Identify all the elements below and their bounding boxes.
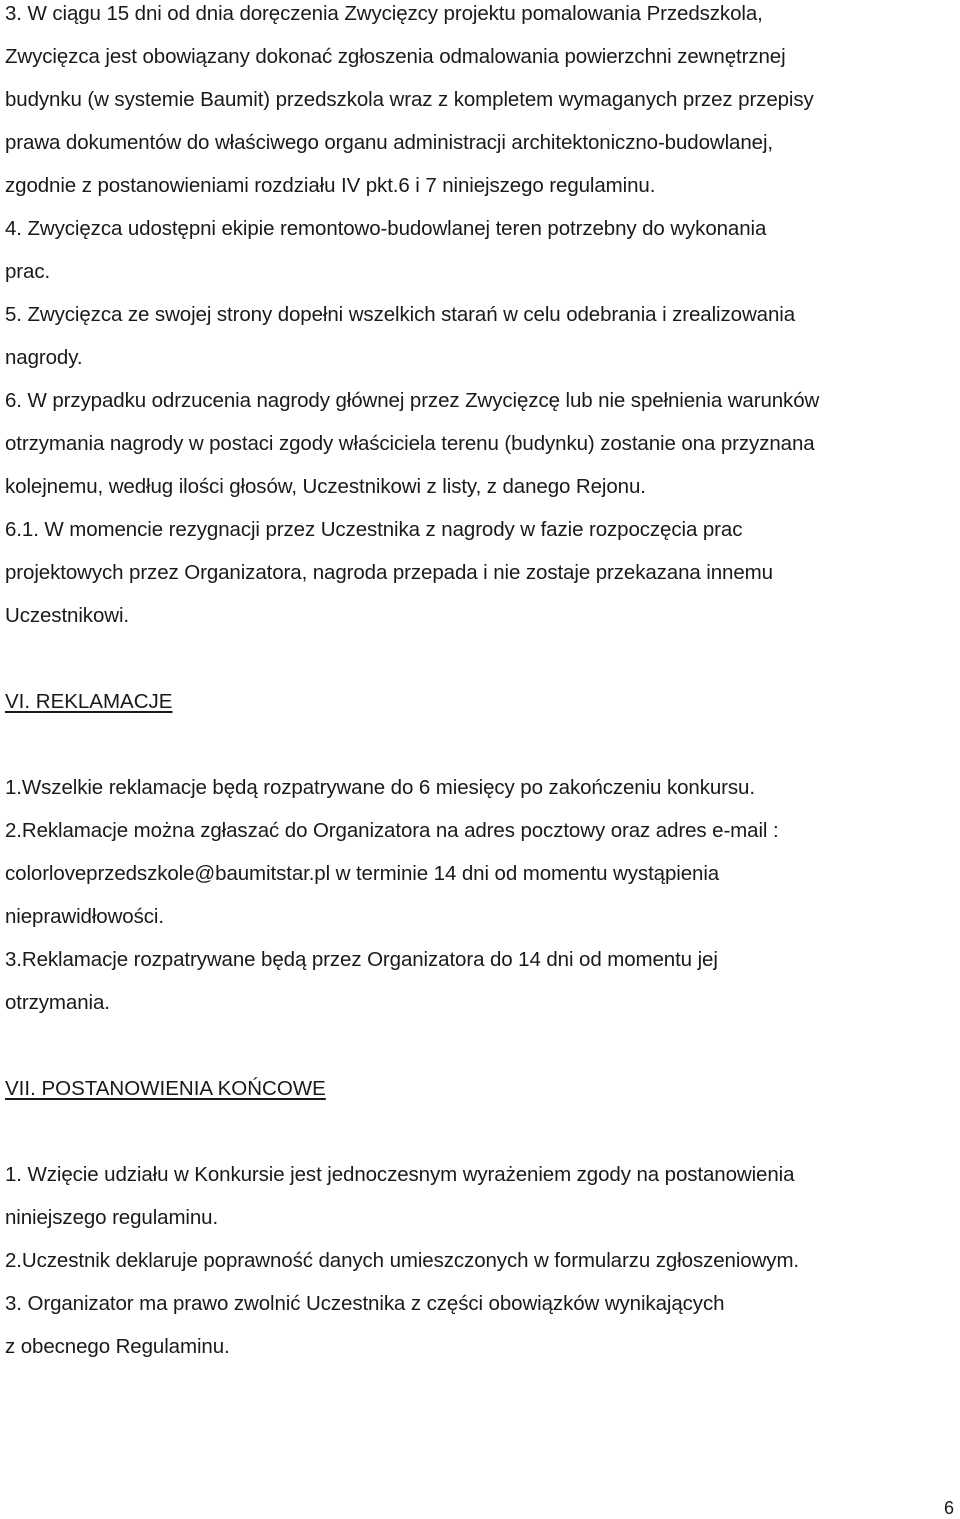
text-line: prawa dokumentów do właściwego organu administracji architektoniczno-budowlanej, xyxy=(5,131,773,154)
text-line: 3. Organizator ma prawo zwolnić Uczestnika z części obowiązków wynikających xyxy=(5,1292,725,1315)
text-line: nieprawidłowości. xyxy=(5,905,164,928)
text-line: kolejnemu, według ilości głosów, Uczestnikowi z listy, z danego Rejonu. xyxy=(5,475,646,498)
text-line: 6.1. W momencie rezygnacji przez Uczestnika z nagrody w fazie rozpoczęcia prac xyxy=(5,518,743,541)
text-line: niniejszego regulaminu. xyxy=(5,1206,219,1229)
text-line: projektowych przez Organizatora, nagroda przepada i nie zostaje przekazana innemu xyxy=(5,561,773,584)
text-line: 3. W ciągu 15 dni od dnia doręczenia Zwycięzcy projektu pomalowania Przedszkola, xyxy=(5,2,763,25)
text-line: otrzymania. xyxy=(5,991,110,1014)
text-line: 1.Wszelkie reklamacje będą rozpatrywane do 6 miesięcy po zakończeniu konkursu. xyxy=(5,776,755,799)
text-line: 2.Reklamacje można zgłaszać do Organizatora na adres pocztowy oraz adres e-mail : xyxy=(5,819,779,842)
text-line: 4. Zwycięzca udostępni ekipie remontowo-budowlanej teren potrzebny do wykonania xyxy=(5,217,767,240)
section-heading: VI. REKLAMACJE xyxy=(5,690,173,713)
text-line: budynku (w systemie Baumit) przedszkola wraz z kompletem wymaganych przez przepisy xyxy=(5,88,814,111)
text-line: otrzymania nagrody w postaci zgody właściciela terenu (budynku) zostanie ona przyznana xyxy=(5,432,815,455)
text-line: colorloveprzedszkole@baumitstar.pl w terminie 14 dni od momentu wystąpienia xyxy=(5,862,720,885)
text-line: 2.Uczestnik deklaruje poprawność danych umieszczonych w formularzu zgłoszeniowym. xyxy=(5,1249,800,1272)
text-line: 3.Reklamacje rozpatrywane będą przez Organizatora do 14 dni od momentu jej xyxy=(5,948,718,971)
text-line: prac. xyxy=(5,260,51,283)
text-line: z obecnego Regulaminu. xyxy=(5,1335,230,1358)
text-line: 6. W przypadku odrzucenia nagrody głównej przez Zwycięzcę lub nie spełnienia warunków xyxy=(5,389,820,412)
text-line: zgodnie z postanowieniami rozdziału IV pkt.6 i 7 niniejszego regulaminu. xyxy=(5,174,656,197)
text-line: Uczestnikowi. xyxy=(5,604,130,627)
text-line: nagrody. xyxy=(5,346,83,369)
text-line: 1. Wzięcie udziału w Konkursie jest jednoczesnym wyrażeniem zgody na postanowienia xyxy=(5,1163,795,1186)
page-number: 6 xyxy=(943,1498,954,1518)
section-heading: VII. POSTANOWIENIA KOŃCOWE xyxy=(5,1077,326,1100)
text-line: 5. Zwycięzca ze swojej strony dopełni wszelkich starań w celu odebrania i zrealizowania xyxy=(5,303,796,326)
text-line: Zwycięzca jest obowiązany dokonać zgłoszenia odmalowania powierzchni zewnętrznej xyxy=(5,45,786,68)
